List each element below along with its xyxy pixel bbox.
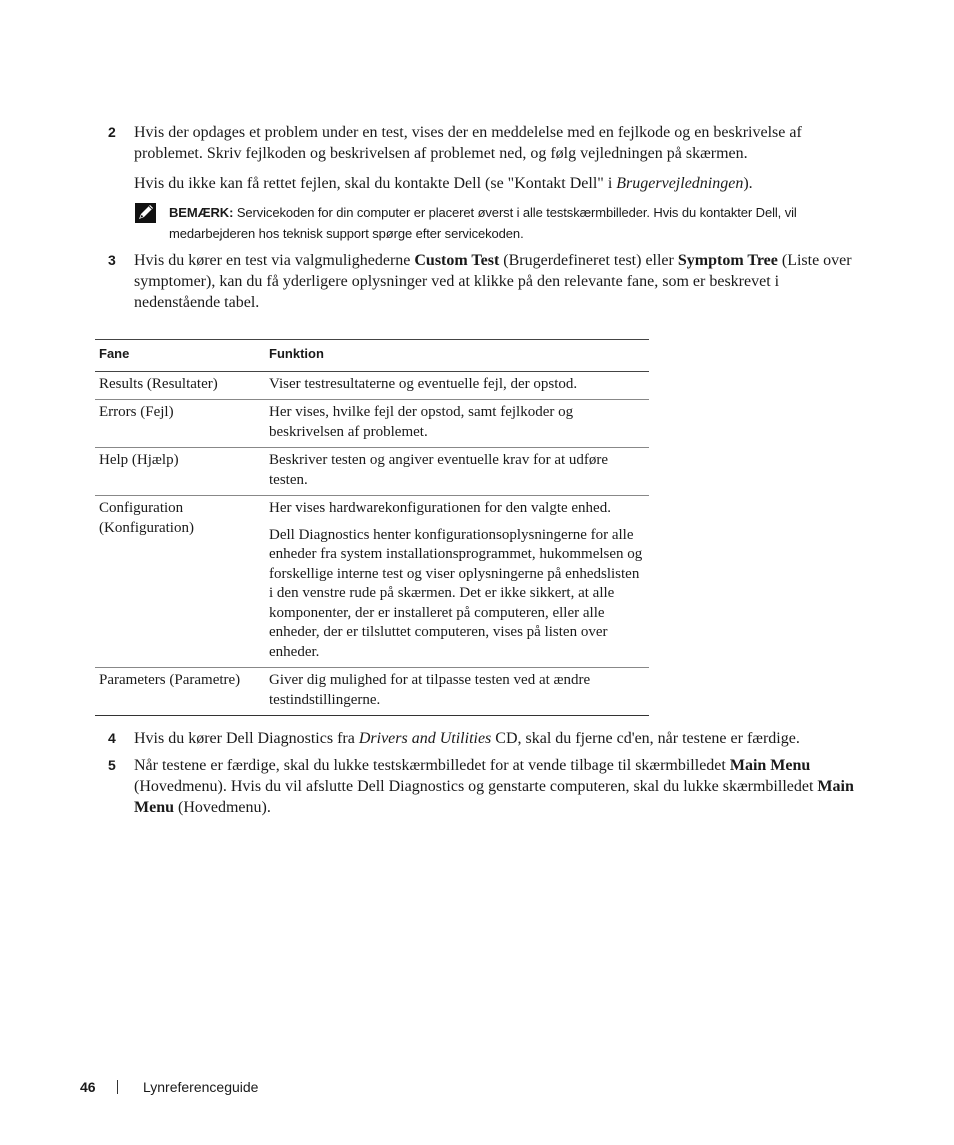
cell-fane: Configuration (Konfiguration) bbox=[95, 496, 265, 668]
note-label: BEMÆRK: bbox=[169, 205, 234, 220]
step-4-text: Hvis du kører Dell Diagnostics fra Drivers and Utilities CD, skal du fjerne cd'en, når testene er færdige. bbox=[134, 730, 800, 747]
step-4 bbox=[108, 728, 860, 749]
main-menu-term: Main Menu bbox=[729, 757, 811, 774]
custom-test-term: Custom Test bbox=[414, 252, 500, 269]
step-2-followup: Hvis du ikke kan få rettet fejlen, skal du kontakte Dell (se "Kontakt Dell" i Brugervejledningen). bbox=[134, 175, 753, 192]
step-5-text: Når testene er færdige, skal du lukke testskærmbilledet for at vende tilbage til skærmbilledet Main Menu (Hovedmenu). Hvis du vil afslutte Dell Diagnostics og genstarte computeren, skal du lukke skærmbilledet Main Menu (Hovedmenu). bbox=[134, 757, 854, 816]
step-3-text: Hvis du kører en test via valgmulighederne Custom Test (Brugerdefineret test) eller Symptom Tree (Liste over symptomer), kan du få yderligere oplysninger ved at klikke på den relevante fane, som er beskrevet i nedenstående tabel. bbox=[134, 252, 852, 311]
note-text: BEMÆRK: Servicekoden for din computer er placeret øverst i alle testskærmbilleder. Hvis du kontakter Dell, vil medarbejderen hos teknisk support spørge efter servicekoden. bbox=[169, 205, 797, 241]
table-row bbox=[95, 371, 649, 400]
pencil-note-icon bbox=[134, 202, 158, 224]
footer-divider bbox=[117, 1080, 118, 1094]
page-footer bbox=[80, 1077, 259, 1099]
main-menu-term: Main Menu bbox=[134, 778, 854, 816]
symptom-tree-term: Symptom Tree bbox=[677, 252, 778, 269]
tabs-table bbox=[95, 339, 649, 716]
cell-funktion bbox=[265, 496, 649, 668]
table-row bbox=[95, 448, 649, 496]
cell-fane: Results (Resultater) bbox=[95, 371, 265, 400]
table-row bbox=[95, 400, 649, 448]
cell-fane: Help (Hjælp) bbox=[95, 448, 265, 496]
cell-fane: Parameters (Parametre) bbox=[95, 668, 265, 716]
step-2-text: Hvis der opdages et problem under en test, vises der en meddelelse med en fejlkode og en beskrivelse af problemet. Skriv fejlkoden og beskrivelsen af problemet ned, og følg vejledningen på skærmen. bbox=[134, 124, 802, 162]
table-row bbox=[95, 668, 649, 716]
step-2 bbox=[108, 122, 860, 164]
header-fane: Fane bbox=[95, 340, 265, 372]
cell-funktion: Viser testresultaterne og eventuelle fejl, der opstod. bbox=[265, 371, 649, 400]
cell-funktion: Giver dig mulighed for at tilpasse testen ved at ændre testindstillingerne. bbox=[265, 668, 649, 716]
document-title: Lynreferenceguide bbox=[143, 1079, 259, 1095]
step-number: 2 bbox=[108, 124, 116, 140]
config-paragraph: Her vises hardwarekonfigurationen for den valgte enhed. bbox=[269, 500, 611, 516]
page-number: 46 bbox=[80, 1079, 96, 1095]
step-3 bbox=[108, 250, 860, 313]
drivers-utilities-term: Drivers and Utilities bbox=[358, 730, 492, 747]
step-number: 3 bbox=[108, 252, 116, 268]
step-number: 4 bbox=[108, 730, 116, 746]
header-funktion: Funktion bbox=[265, 340, 649, 372]
cell-fane: Errors (Fejl) bbox=[95, 400, 265, 448]
step-number: 5 bbox=[108, 757, 116, 773]
cell-funktion: Her vises, hvilke fejl der opstod, samt fejlkoder og beskrivelsen af problemet. bbox=[265, 400, 649, 448]
step-5 bbox=[108, 755, 860, 818]
cell-funktion: Beskriver testen og angiver eventuelle krav for at udføre testen. bbox=[265, 448, 649, 496]
table-row bbox=[95, 496, 649, 668]
table-header-row bbox=[95, 340, 649, 372]
config-paragraph: Dell Diagnostics henter konfigurationsoplysningerne for alle enheder fra system installationsprogrammet, hukommelsen og forskellige interne test og viser oplysningerne på enhedslisten i den venstre rude på skærmen. Det er ikke sikkert, at alle komponenter, der er installeret på computeren, eller alle enheder, der er tilsluttet computeren, vises på listen over enheder. bbox=[269, 526, 643, 660]
user-guide-reference: Brugervejledningen bbox=[616, 175, 744, 192]
note-box bbox=[134, 202, 860, 244]
